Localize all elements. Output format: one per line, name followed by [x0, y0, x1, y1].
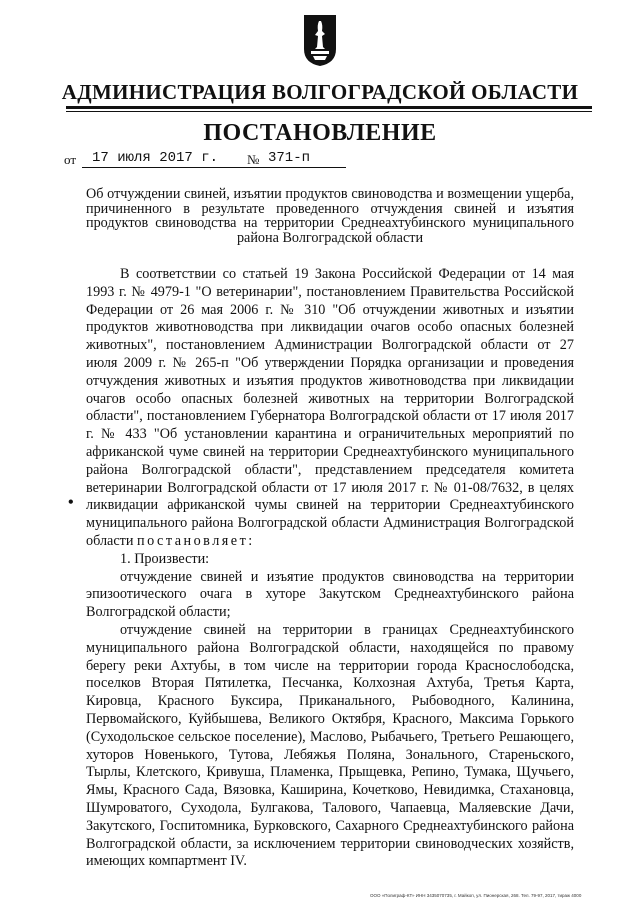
- document-type: ПОСТАНОВЛЕНИЕ: [203, 120, 437, 146]
- document-date: 17 июля 2017 г.: [92, 150, 219, 166]
- header-rule-thin: [66, 111, 592, 112]
- organization-name: АДМИНИСТРАЦИЯ ВОЛГОГРАДСКОЙ ОБЛАСТИ: [61, 80, 579, 104]
- number-label: №: [247, 152, 260, 167]
- item-1-heading: 1. Произвести:: [120, 550, 210, 567]
- date-from-label: от: [64, 152, 77, 167]
- document-number: 371-п: [268, 150, 311, 166]
- number-underline: [262, 167, 346, 168]
- preamble-text: В соответствии со статьей 19 Закона Российской Федерации от 14 мая 1993 г. № 4979-1 "О ветеринарии", постановлением Правительства Российской Федерации от 26 мая 2006 г. № 310 "Об отчуждении животных и изъятии продуктов животноводства при ликвидации очагов особо опасных болезней животных", постановлением Администрации Волгоградской области от 27 июля 2009 г. № 265-п "Об утверждении Порядка организации и проведения отчуждения животных и изъятия продуктов животноводства при ликвидации очагов особо опасных болезней животных на территории Волгоградской области", постановлением Губернатора Волгоградской области от 17 июля 2017 г. № 433 "Об установлении карантина и ограничительных мероприятий по африканской чуме свиней на территории Среднеахтубинского муниципального района Волгоградской области", представлением председателя комитета ветеринарии Волгоградской области от 17 июля 2017 г. № 01-08/7632, в целях ликвидации африканской чумы свиней на территории Среднеахтубинского муниципального района Волгоградской области Администрация Волгоградской области: [86, 266, 574, 549]
- item-1-paragraph-a: отчуждение свиней и изъятие продуктов свиноводства на территории эпизоотического очага в хуторе Закутском Среднеахтубинского района Волгоградской области;: [86, 568, 574, 621]
- document-body: [86, 266, 574, 871]
- resolves-word: постановляет:: [136, 532, 255, 549]
- date-number-line: [64, 150, 444, 170]
- document-subject: Об отчуждении свиней, изъятии продуктов свиноводства и возмещении ущерба, причиненного в результате проведенного отчуждения свиней и изъятия продуктов свиноводства на территории Среднеахтубинского муниципального района Волгоградской области: [86, 186, 574, 246]
- preamble-paragraph: [86, 266, 574, 551]
- margin-mark: •: [68, 494, 74, 511]
- item-1-paragraph-b: отчуждение свиней на территории в границах Среднеахтубинского муниципального района Волгоградской области, находящейся по правому берегу реки Ахтубы, в том числе на территории города Краснослободска, поселков Вторая Пятилетка, Песчанка, Колхозная Ахтуба, Третья Карта, Кировца, Красного Буксира, Приканального, Рыбоводного, Калинина, Первомайского, Куйбышева, Великого Октября, Красного, Максима Горького (Суходольское сельское поселение), Маслово, Рыбачьего, Третьего Решающего, хуторов Новенького, Тутова, Лебяжья Поляна, Зонального, Стареньского, Тырлы, Клетского, Кривуша, Пламенка, Прыщевка, Репино, Тумака, Щучьего, Ямы, Красного Сада, Вязовка, Каширина, Кочетково, Невидимка, Стахановца, Шумроватого, Суходола, Булгакова, Талового, Чапаевца, Маляевские Дачи, Закутского, Госпитомника, Бурковского, Сахарного Среднеахтубинского района Волгоградской области, за исключением территории свиноводческих хозяйств, имеющих компартмент IV.: [86, 621, 574, 870]
- coat-of-arms-icon: [302, 13, 338, 67]
- printer-footer: ООО «Полиграф-КТ» ИНН 3435070735, г. Майкоп, ул. Пионерская, 268. Тел. 79-97, 2017, тираж 4000: [370, 893, 582, 898]
- header-rule-thick: [66, 106, 592, 109]
